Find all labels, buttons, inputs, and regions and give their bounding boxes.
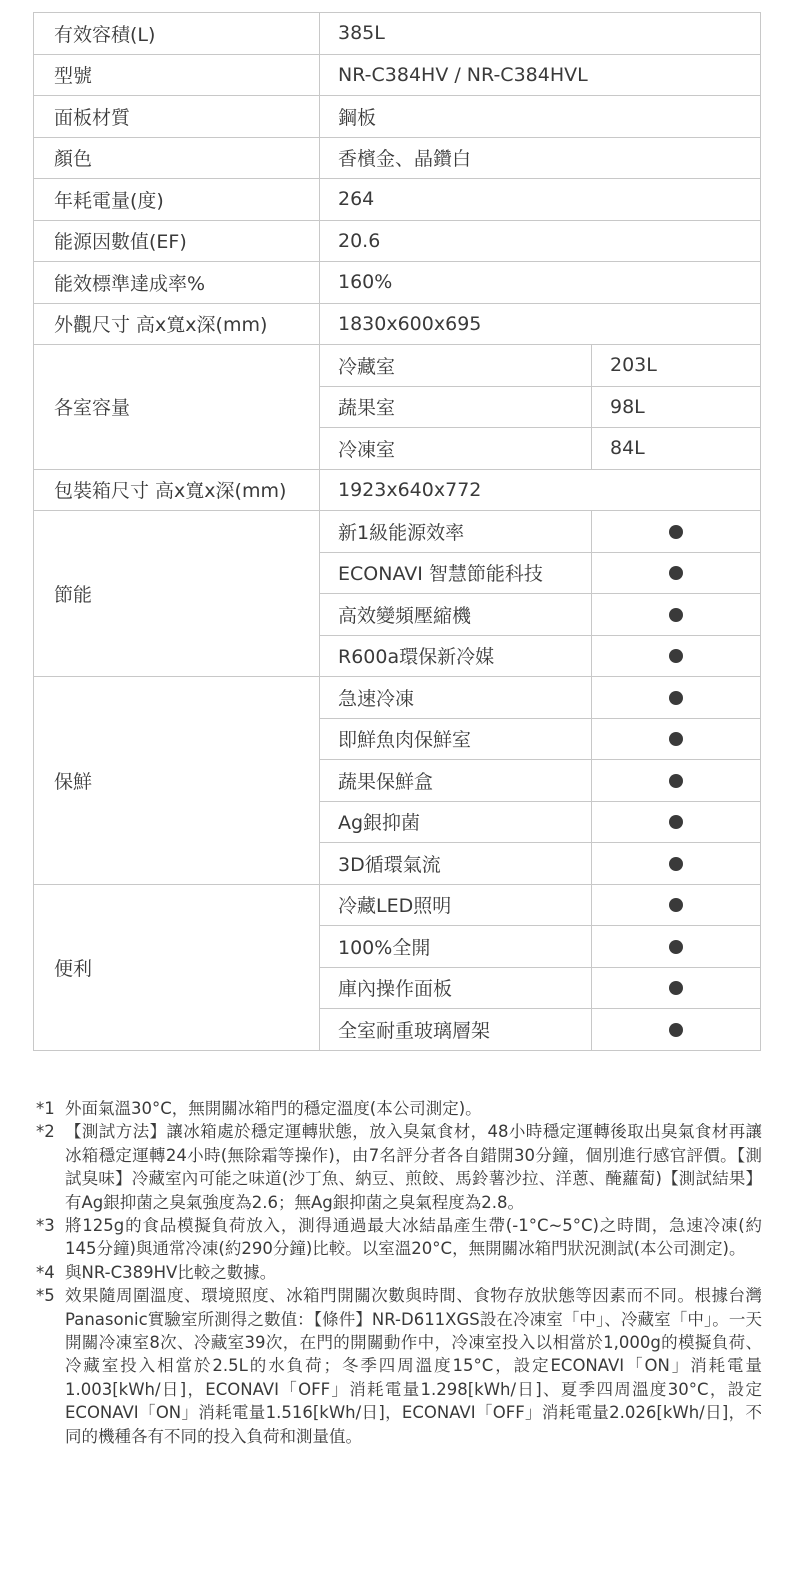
spec-label: 型號 <box>34 54 320 96</box>
spec-table <box>33 12 761 1051</box>
feature-row <box>34 677 761 719</box>
check-dot-icon <box>669 649 683 663</box>
spec-label: 能源因數值(EF) <box>34 220 320 262</box>
check-dot-icon <box>669 1023 683 1037</box>
spec-value: 20.6 <box>320 220 761 262</box>
spec-row-efficiency-rate <box>34 262 761 304</box>
spec-row-capacity <box>34 13 761 55</box>
feature-name: 100%全開 <box>320 926 592 968</box>
check-dot-icon <box>669 815 683 829</box>
spec-label: 能效標準達成率% <box>34 262 320 304</box>
check-dot-icon <box>669 525 683 539</box>
check-dot-icon <box>669 940 683 954</box>
feature-row <box>34 511 761 553</box>
spec-row-model <box>34 54 761 96</box>
check-dot-icon <box>669 981 683 995</box>
footnote-text: 外面氣溫30°C，無開關冰箱門的穩定溫度(本公司測定)。 <box>65 1099 482 1118</box>
compartment-value: 98L <box>592 386 761 428</box>
feature-row <box>34 884 761 926</box>
check-dot-icon <box>669 566 683 580</box>
compartment-value: 84L <box>592 428 761 470</box>
compartment-row <box>34 345 761 387</box>
spec-value: 1923x640x772 <box>320 469 761 511</box>
footnote <box>36 1097 762 1120</box>
check-dot-icon <box>669 691 683 705</box>
spec-value: 1830x600x695 <box>320 303 761 345</box>
footnote-text: 與NR-C389HV比較之數據。 <box>65 1262 277 1282</box>
spec-value: 264 <box>320 179 761 221</box>
footnote <box>36 1284 762 1448</box>
spec-value: 鋼板 <box>320 96 761 138</box>
spec-row-color <box>34 137 761 179</box>
feature-name: 高效變頻壓縮機 <box>320 594 592 636</box>
footnote <box>36 1120 762 1214</box>
check-dot-icon <box>669 732 683 746</box>
feature-name: 蔬果保鮮盒 <box>320 760 592 802</box>
footnote-number: *4 <box>36 1262 55 1282</box>
spec-label: 面板材質 <box>34 96 320 138</box>
compartment-name: 冷藏室 <box>320 345 592 387</box>
footnote-text: 【測試方法】讓冰箱處於穩定運轉狀態，放入臭氣食材，48小時穩定運轉後取出臭氣食材再讓冰箱穩定運轉24小時(無除霜等操作)，由7名評分者各自錯開30分鐘，個別進行感官評價。【測試臭味】冷藏室內可能之味道(沙丁魚、納豆、煎餃、馬鈴薯沙拉、洋蔥、醃蘿蔔)【測試結果】有Ag銀抑菌之臭氣強度為2.6；無Ag銀抑菌之臭氣程度為2.8。 <box>65 1122 762 1212</box>
feature-name: 3D循環氣流 <box>320 843 592 885</box>
feature-group-fresh: 保鮮 <box>34 677 320 885</box>
footnote-number: *2 <box>36 1122 55 1142</box>
check-dot-icon <box>669 608 683 622</box>
spec-row-annual-power <box>34 179 761 221</box>
footnotes <box>36 1097 762 1448</box>
footnote-text: 將125g的食品模擬負荷放入，測得通過最大冰結晶產生帶(-1°C~5°C)之時間，急速冷凍(約145分鐘)與通常冷凍(約290分鐘)比較。以室溫20°C，無開關冰箱門狀況測試(本公司測定)。 <box>65 1216 762 1259</box>
footnote <box>36 1214 762 1261</box>
spec-value: 香檳金、晶鑽白 <box>320 137 761 179</box>
feature-name: 即鮮魚肉保鮮室 <box>320 718 592 760</box>
feature-name: Ag銀抑菌 <box>320 801 592 843</box>
check-dot-icon <box>669 857 683 871</box>
spec-label: 年耗電量(度) <box>34 179 320 221</box>
spec-row-ef <box>34 220 761 262</box>
feature-name: 冷藏LED照明 <box>320 884 592 926</box>
footnote-number: *3 <box>36 1216 55 1236</box>
spec-label: 包裝箱尺寸 高x寬x深(mm) <box>34 469 320 511</box>
spec-value: 160% <box>320 262 761 304</box>
footnote-number: *5 <box>36 1286 55 1306</box>
spec-row-dimensions <box>34 303 761 345</box>
spec-label: 顏色 <box>34 137 320 179</box>
feature-name: 全室耐重玻璃層架 <box>320 1009 592 1051</box>
spec-label: 外觀尺寸 高x寬x深(mm) <box>34 303 320 345</box>
compartments-label: 各室容量 <box>34 345 320 470</box>
feature-name: 新1級能源效率 <box>320 511 592 553</box>
feature-name: 庫內操作面板 <box>320 967 592 1009</box>
feature-name: ECONAVI 智慧節能科技 <box>320 552 592 594</box>
compartment-name: 蔬果室 <box>320 386 592 428</box>
spec-label: 有效容積(L) <box>34 13 320 55</box>
feature-name: 急速冷凍 <box>320 677 592 719</box>
spec-value: NR-C384HV / NR-C384HVL <box>320 54 761 96</box>
check-dot-icon <box>669 898 683 912</box>
check-dot-icon <box>669 774 683 788</box>
footnote <box>36 1261 762 1284</box>
spec-value: 385L <box>320 13 761 55</box>
compartment-name: 冷凍室 <box>320 428 592 470</box>
compartment-value: 203L <box>592 345 761 387</box>
feature-group-energy: 節能 <box>34 511 320 677</box>
spec-row-package <box>34 469 761 511</box>
feature-name: R600a環保新冷媒 <box>320 635 592 677</box>
feature-group-convenience: 便利 <box>34 884 320 1050</box>
footnote-number: *1 <box>36 1099 55 1118</box>
spec-row-panel <box>34 96 761 138</box>
footnote-text: 效果隨周圍溫度、環境照度、冰箱門開關次數與時間、食物存放狀態等因素而不同。根據台灣Panasonic實驗室所測得之數值：【條件】NR-D611XGS設在冷凍室「中」、冷藏室「中」。一天開關冷凍室8次、冷藏室39次，在門的開關動作中，冷凍室投入以相當於1,000g的模擬負荷、冷藏室投入相當於2.5L的水負荷；冬季四周溫度15°C，設定ECONAVI「ON」消耗電量1.003[kWh/日]，ECONAVI「OFF」消耗電量1.298[kWh/日]、夏季四周溫度30°C，設定ECONAVI「ON」消耗電量1.516[kWh/日]，ECONAVI「OFF」消耗電量2.026[kWh/日]，不同的機種各有不同的投入負荷和測量值。 <box>65 1286 762 1446</box>
